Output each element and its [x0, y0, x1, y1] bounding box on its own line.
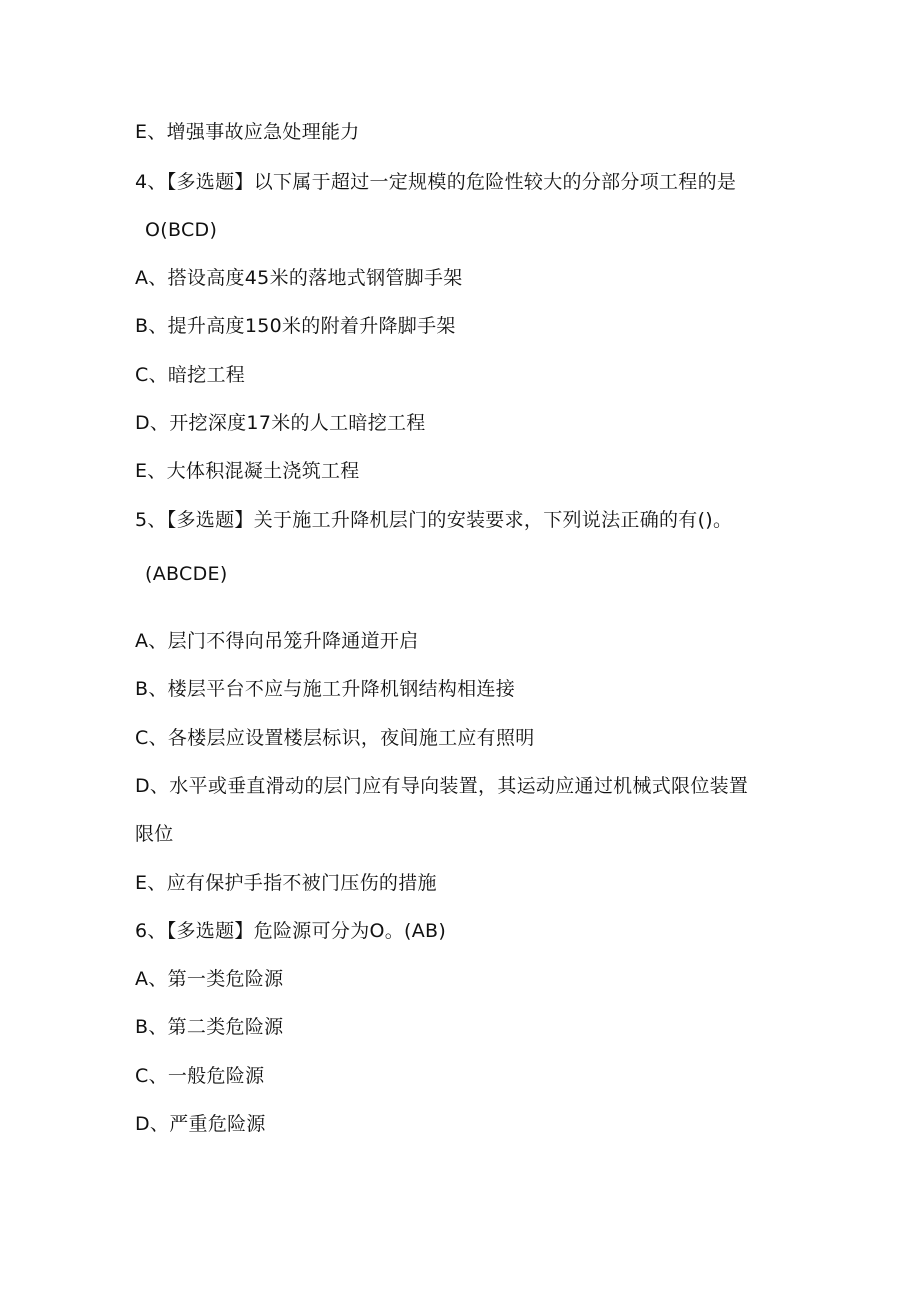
option-a-q5: A、层门不得向吊笼升降通道开启	[135, 630, 419, 652]
answer-5: (ABCDE)	[145, 563, 228, 585]
option-e-q4: E、大体积混凝土浇筑工程	[135, 460, 360, 482]
option-c-q4: C、暗挖工程	[135, 364, 246, 386]
question-4: 4、【多选题】以下属于超过一定规模的危险性较大的分部分项工程的是	[135, 171, 737, 193]
option-e-q3: E、增强事故应急处理能力	[135, 121, 360, 143]
option-b-q6: B、第二类危险源	[135, 1016, 284, 1038]
option-a-q6: A、第一类危险源	[135, 968, 284, 990]
option-d-q5-continued: 限位	[135, 823, 174, 845]
question-6: 6、【多选题】危险源可分为O。(AB)	[135, 920, 447, 942]
option-d-q6: D、严重危险源	[135, 1113, 266, 1135]
option-d-q4: D、开挖深度17米的人工暗挖工程	[135, 412, 426, 434]
option-d-q5: D、水平或垂直滑动的层门应有导向装置，其运动应通过机械式限位装置	[135, 775, 749, 797]
option-b-q5: B、楼层平台不应与施工升降机钢结构相连接	[135, 678, 516, 700]
option-c-q6: C、一般危险源	[135, 1065, 265, 1087]
option-e-q5: E、应有保护手指不被门压伤的措施	[135, 872, 437, 894]
question-5: 5、【多选题】关于施工升降机层门的安装要求，下列说法正确的有()。	[135, 509, 733, 531]
option-b-q4: B、提升高度150米的附着升降脚手架	[135, 315, 456, 337]
option-a-q4: A、搭设高度45米的落地式钢管脚手架	[135, 267, 463, 289]
option-c-q5: C、各楼层应设置楼层标识，夜间施工应有照明	[135, 727, 535, 749]
answer-4: O(BCD)	[145, 219, 218, 241]
